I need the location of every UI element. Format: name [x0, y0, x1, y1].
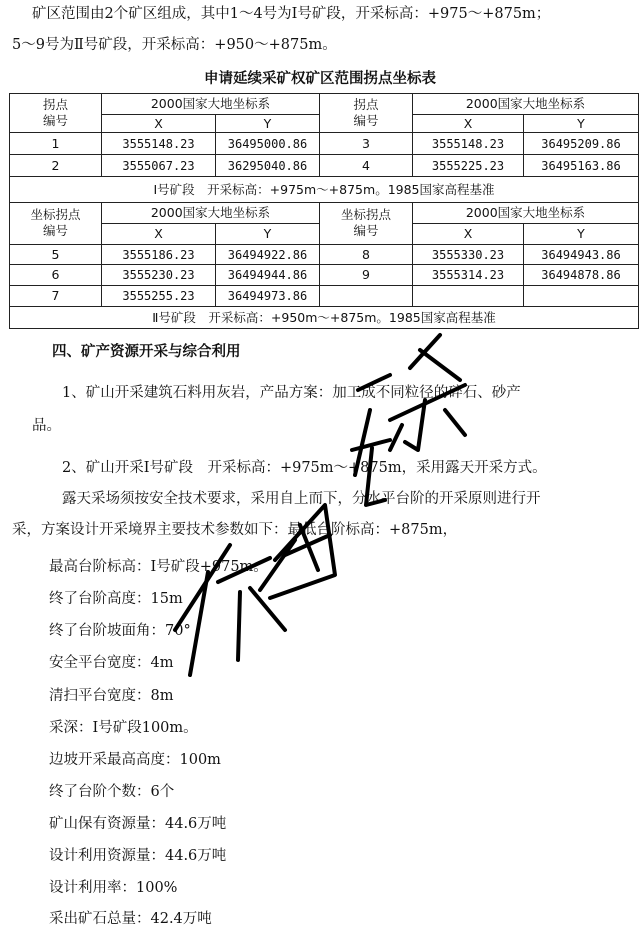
param-item: 终了台阶坡面角：70°	[49, 623, 191, 639]
table-cell: 3555225.23	[413, 155, 524, 177]
table-row	[10, 286, 639, 307]
param-item: 采深：Ⅰ号矿段100m。	[49, 720, 198, 736]
paragraph-1-line-1: 1、矿山开采建筑石料用灰岩，产品方案：加工成不同粒径的碎石、砂产	[62, 385, 521, 401]
param-item: 设计利用率：100%	[49, 880, 178, 896]
point-number-header: 拐点 编号	[10, 94, 102, 133]
param-item: 最高台阶标高：Ⅰ号矿段+975m。	[49, 559, 268, 575]
table-cell: 7	[10, 286, 102, 307]
param-item: 边坡开采最高高度：100m	[49, 752, 221, 768]
x-header: X	[102, 114, 216, 133]
param-item: 矿山保有资源量：44.6万吨	[49, 816, 227, 832]
y-header: Y	[524, 114, 639, 133]
paragraph-3-line-2: 采，方案设计开采境界主要技术参数如下：最低台阶标高：+875m，	[12, 522, 458, 538]
table-cell: 8	[320, 244, 413, 265]
table-cell	[320, 286, 413, 307]
table-cell: 36494944.86	[216, 265, 320, 286]
table-cell: 3555067.23	[102, 155, 216, 177]
table-cell: 9	[320, 265, 413, 286]
table-cell: 3555255.23	[102, 286, 216, 307]
table-row	[10, 133, 639, 155]
block-1-elevation-note: Ⅰ号矿段 开采标高：+975m～+875m。1985国家高程基准	[10, 177, 639, 203]
table-cell: 3555148.23	[102, 133, 216, 155]
paragraph-2: 2、矿山开采Ⅰ号矿段 开采标高：+975m～+875m，采用露天开采方式。	[62, 460, 547, 476]
coordinate-system-header: 2000国家大地坐标系	[102, 94, 320, 115]
table-cell: 4	[320, 155, 413, 177]
table-cell: 1	[10, 133, 102, 155]
table-cell: 36494943.86	[524, 244, 639, 265]
table-row	[10, 155, 639, 177]
param-item: 采出矿石总量：42.4万吨	[49, 911, 212, 927]
param-item: 设计利用资源量：44.6万吨	[49, 848, 227, 864]
table-cell: 36495000.86	[216, 133, 320, 155]
point-number-header: 拐点 编号	[320, 94, 413, 133]
table-cell: 3555148.23	[413, 133, 524, 155]
param-item: 终了台阶个数：6个	[49, 784, 175, 800]
x-header: X	[102, 223, 216, 244]
table-cell: 3555186.23	[102, 244, 216, 265]
intro-line-2: 5～9号为Ⅱ号矿段，开采标高：+950～+875m。	[12, 37, 337, 53]
table-title: 申请延续采矿权矿区范围拐点坐标表	[204, 70, 436, 87]
table-cell: 6	[10, 265, 102, 286]
paragraph-1-line-2: 品。	[32, 418, 61, 434]
y-header: Y	[216, 223, 320, 244]
point-number-header: 坐标拐点 编号	[320, 203, 413, 245]
table-cell: 5	[10, 244, 102, 265]
x-header: X	[413, 114, 524, 133]
block-2-elevation-note: Ⅱ号矿段 开采标高：+950m～+875m。1985国家高程基准	[10, 307, 639, 329]
y-header: Y	[524, 223, 639, 244]
coordinate-system-header: 2000国家大地坐标系	[413, 203, 639, 224]
coordinate-system-header: 2000国家大地坐标系	[413, 94, 639, 115]
y-header: Y	[216, 114, 320, 133]
intro-line-1: 矿区范围由2个矿区组成，其中1～4号为Ⅰ号矿段，开采标高：+975～+875m；	[32, 6, 551, 22]
coordinate-table	[9, 93, 639, 329]
point-number-header: 坐标拐点 编号	[10, 203, 102, 245]
table-cell: 36495163.86	[524, 155, 639, 177]
table-row	[10, 265, 639, 286]
table-cell: 36494973.86	[216, 286, 320, 307]
table-cell: 36494922.86	[216, 244, 320, 265]
table-cell: 3	[320, 133, 413, 155]
table-row	[10, 244, 639, 265]
x-header: X	[413, 223, 524, 244]
param-item: 清扫平台宽度：8m	[49, 688, 174, 704]
param-item: 安全平台宽度：4m	[49, 655, 174, 671]
paragraph-3-line-1: 露天采场须按安全技术要求，采用自上而下，分水平台阶的开采原则进行开	[62, 491, 541, 507]
table-cell: 36295040.86	[216, 155, 320, 177]
table-cell: 3555230.23	[102, 265, 216, 286]
table-cell: 36495209.86	[524, 133, 639, 155]
param-item: 终了台阶高度：15m	[49, 591, 183, 607]
table-cell	[413, 286, 524, 307]
table-cell: 36494878.86	[524, 265, 639, 286]
table-cell: 2	[10, 155, 102, 177]
table-cell: 3555330.23	[413, 244, 524, 265]
section-4-heading: 四、矿产资源开采与综合利用	[52, 343, 241, 360]
table-cell: 3555314.23	[413, 265, 524, 286]
table-cell	[524, 286, 639, 307]
coordinate-system-header: 2000国家大地坐标系	[102, 203, 320, 224]
